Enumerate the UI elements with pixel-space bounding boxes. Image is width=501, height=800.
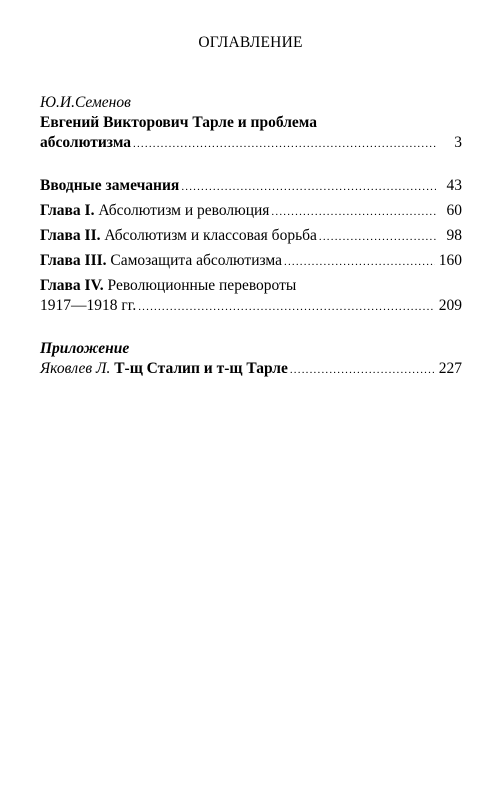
- page-number: 60: [446, 202, 462, 219]
- toc-entry-chapter-4[interactable]: [40, 276, 462, 317]
- chapter-label: Глава III.: [40, 252, 107, 269]
- toc-entry-appendix[interactable]: [40, 359, 462, 380]
- intro-title-line1: Евгений Викторович Тарле и проблема: [40, 114, 317, 131]
- table-of-contents: [40, 93, 462, 380]
- appendix-heading: Приложение: [40, 340, 130, 357]
- dot-leader: [284, 252, 435, 272]
- page-number: 209: [438, 297, 462, 314]
- toc-entry-introductory-remarks[interactable]: [40, 176, 462, 197]
- page-number: 98: [446, 227, 462, 244]
- intro-author: Ю.И.Семенов: [40, 94, 131, 111]
- entry-title: Вводные замечания: [40, 177, 180, 194]
- entry-title-line1: Революционные перевороты: [107, 277, 297, 294]
- appendix-title: Т-щ Сталип и т-щ Тарле: [114, 360, 288, 377]
- entry-title-line2: 1917—1918 гг.: [40, 297, 137, 314]
- dot-leader: [271, 202, 436, 222]
- toc-entry-chapter-3[interactable]: [40, 251, 462, 272]
- entry-title: Самозащита абсолютизма: [110, 252, 282, 269]
- toc-entry-chapter-2[interactable]: [40, 226, 462, 247]
- page-number: 160: [438, 252, 462, 269]
- dot-leader: [290, 360, 435, 380]
- entry-title: Абсолютизм и классовая борьба: [104, 227, 317, 244]
- toc-entry-intro[interactable]: [40, 133, 462, 154]
- chapter-label: Глава II.: [40, 227, 101, 244]
- dot-leader: [133, 134, 436, 154]
- page-number: 43: [446, 177, 462, 194]
- toc-entry-chapter-1[interactable]: [40, 201, 462, 222]
- chapter-label: Глава IV.: [40, 277, 104, 294]
- page-number: 227: [438, 360, 462, 377]
- appendix-author: Яковлев Л.: [40, 360, 111, 377]
- chapter-label: Глава I.: [40, 202, 95, 219]
- intro-title-line2: абсолютизма: [40, 134, 132, 151]
- page-title: ОГЛАВЛЕНИЕ: [198, 34, 303, 51]
- dot-leader: [319, 227, 436, 247]
- page-number: 3: [454, 134, 462, 151]
- dot-leader: [181, 177, 436, 197]
- entry-title: Абсолютизм и революция: [98, 202, 270, 219]
- dot-leader: [138, 297, 435, 317]
